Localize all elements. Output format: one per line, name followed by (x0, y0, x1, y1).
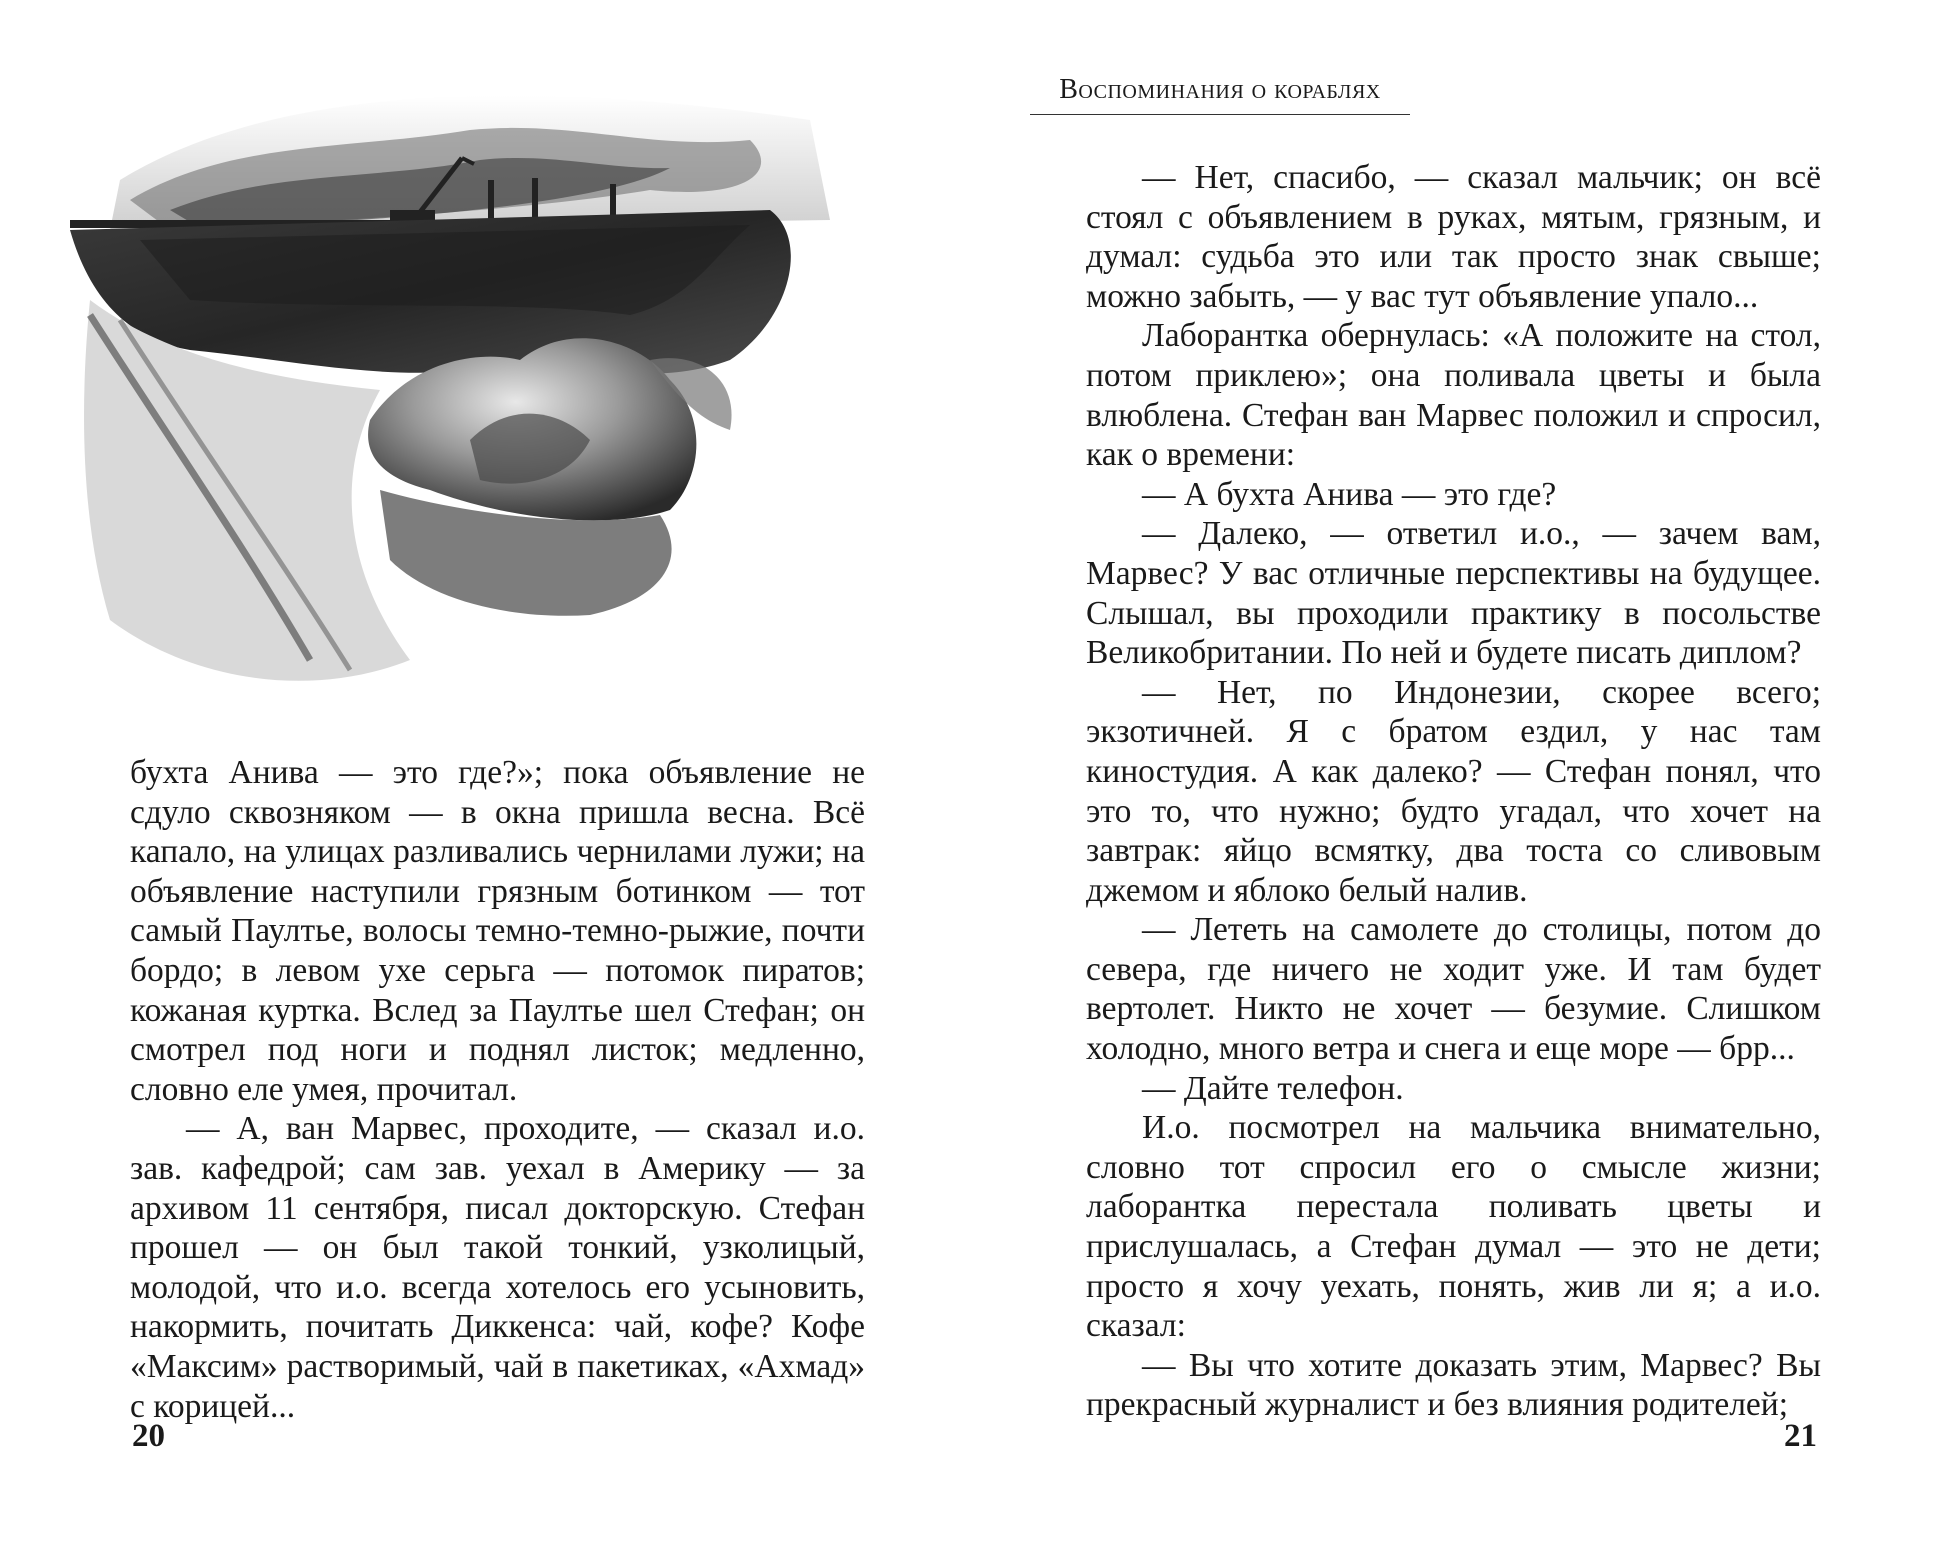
paragraph: — Нет, спасибо, — сказал мальчик; он всё стоял с объявлением в руках, мятым, грязным, и думал: судьба это или так просто знак свыше; можно забыть, — у вас тут объявление упало... (1086, 159, 1821, 315)
paragraph: бухта Анива — это где?»; пока объявление не сдуло сквозняком — в окна пришла весна. Всё капало, на улицах разливались чернилами лужи; на объявление наступили грязным ботинком — тот самый Паултье, волосы темно-темно-рыжие, почти бордо; в левом ухе серьга — потомок пиратов; кожаная куртка. Вслед за Паултье шел Стефан; он смотрел под ноги и поднял листок; медленно, словно еле умея, прочитал. (130, 754, 865, 1108)
page-number: 20 (132, 1418, 165, 1454)
right-page-body (1086, 158, 1821, 1425)
paragraph: Лаборантка обернулась: «А положите на стол, потом приклею»; она поливала цветы и была влюблена. Стефан ван Марвес положил и спросил, как о времени: (1086, 317, 1821, 474)
page-number: 21 (1784, 1418, 1817, 1454)
running-header: Воспоминания о кораблях (1030, 74, 1410, 115)
paragraph: — Далеко, — ответил и.о., — зачем вам, Марвес? У вас отличные перспективы на будущее. Слышал, вы проходили практику в посольстве Великобритании. По ней и будете писать диплом? (1086, 515, 1821, 672)
paragraph: — Вы что хотите доказать этим, Марвес? Вы прекрасный журналист и без влияния родителей; (1086, 1346, 1821, 1424)
paragraph: И.о. посмотрел на мальчика внимательно, словно тот спросил его о смысле жизни; лаборантка перестала поливать цветы и прислушалась, а Стефан думал — это не дети; просто я хочу уехать, понять, жив ли я; а и.о. сказал: (1086, 1109, 1821, 1345)
paragraph: — А бухта Анива — это где? (1142, 475, 1557, 513)
left-page-body (130, 753, 865, 1426)
paragraph: — А, ван Марвес, проходите, — сказал и.о. зав. кафедрой; сам зав. уехал в Америку — за архивом 11 сентября, писал докторскую. Стефан прошел — он был такой тонкий, узколицый, молодой, что и.о. всегда хотелось его усыновить, накормить, почитать Диккенса: чай, кофе? Кофе «Максим» растворимый, чай в пакетиках, «Ахмад» с корицей... (130, 1110, 865, 1425)
paragraph: — Дайте телефон. (1142, 1069, 1404, 1107)
right-page (974, 0, 1948, 1545)
paragraph: — Лететь на самолете до столицы, потом до севера, где ничего не ходит уже. И там будет вертолет. Никто не хочет — безумие. Слишком холодно, много ветра и снега и еще море — брр... (1086, 911, 1821, 1068)
seascape-illustration (50, 60, 850, 720)
paragraph: — Нет, по Индонезии, скорее всего; экзотичней. Я с братом ездил, у нас там киностудия. А как далеко? — Стефан понял, что это то, что нужно; будто угадал, что хочет на завтрак: яйцо всмятку, два тоста со сливовым джемом и яблоко белый налив. (1086, 673, 1821, 909)
